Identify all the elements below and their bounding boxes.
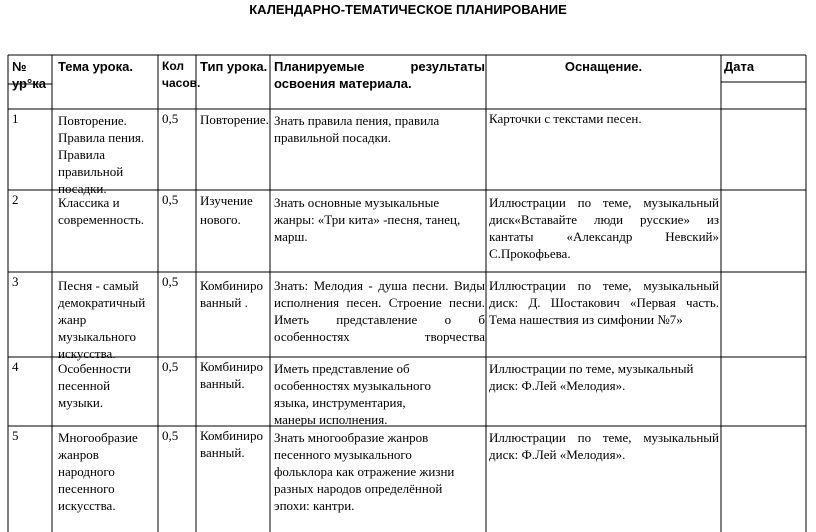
row-3-number: 3 [12,274,19,289]
row-1-topic: Повторение. Правила пения. Правила правильной посадки. [58,113,145,196]
header-equipment: Оснащение. [564,59,643,74]
row-5-hours: 0,5 [162,428,179,443]
row-1-hours: 0,5 [162,111,179,126]
row-3-equipment: Иллюстрации по теме, музыкальный диск: Д. Шостакович «Первая часть. Тема нашествия из симфонии №7» [489,278,719,327]
row-2-number: 2 [12,192,19,207]
row-5-results: Знать многообразие жанров песенного музыкального фольклора как отражение жизни разных народов определённой эпохи: кантри. [274,430,455,513]
row-1-type: Повторение. [200,112,269,127]
row-4-hours: 0,5 [162,359,179,374]
row-3-hours: 0,5 [162,274,179,289]
row-4-topic: Особенности песенной музыки. [58,361,132,410]
row-3-type: Комбинированный . [200,278,263,310]
header-planned-results: Планируемые результаты освоения материала. [274,59,485,91]
header-hours: Кол часов. [162,59,201,90]
row-1-results: Знать правила пения, правила правильной посадки. [274,113,440,145]
row-2-results: Знать основные музыкальные жанры: «Три кита» -песня, танец, марш. [274,195,461,244]
row-4-number: 4 [12,359,19,374]
header-topic: Тема урока. [58,59,133,74]
page-title: КАЛЕНДАРНО-ТЕМАТИЧЕСКОЕ ПЛАНИРОВАНИЕ [249,2,567,17]
row-4-results: Иметь представление об особенностях музыкального языка, инструментария, манеры исполнения. [274,361,432,427]
header-lesson-type: Тип урока. [200,59,268,74]
row-2-equipment: Иллюстрации по теме, музыкальный диск«Вставайте люди русские» из кантаты «Александр Невский» С.Прокофьева. [489,195,719,261]
row-2-topic: Классика и современность. [58,195,145,227]
row-4-equipment: Иллюстрации по теме, музыкальный диск: Ф.Лей «Мелодия». [489,361,694,393]
row-4-type: Комбинированный. [200,359,263,391]
row-5-equipment: Иллюстрации по теме, музыкальный диск: Ф.Лей «Мелодия». [489,430,719,462]
row-3-results: Знать: Мелодия - душа песни. Виды исполнения песен. Строение песни. Иметь представление о б особенностях творчества [274,278,485,344]
row-2-hours: 0,5 [162,192,179,207]
row-5-type: Комбинированный. [200,428,263,460]
row-1-equipment: Карточки с текстами песен. [489,111,642,126]
row-3-topic: Песня - самый демократичный жанр музыкального искусства. [58,278,146,361]
row-5-number: 5 [12,428,19,443]
row-2-type: Изучение нового. [200,193,253,227]
row-1-number: 1 [12,111,19,126]
header-number: № ур°ка [12,59,46,91]
row-5-topic: Многообразие жанров народного песенного искусства. [58,430,138,513]
header-date: Дата [724,59,755,74]
